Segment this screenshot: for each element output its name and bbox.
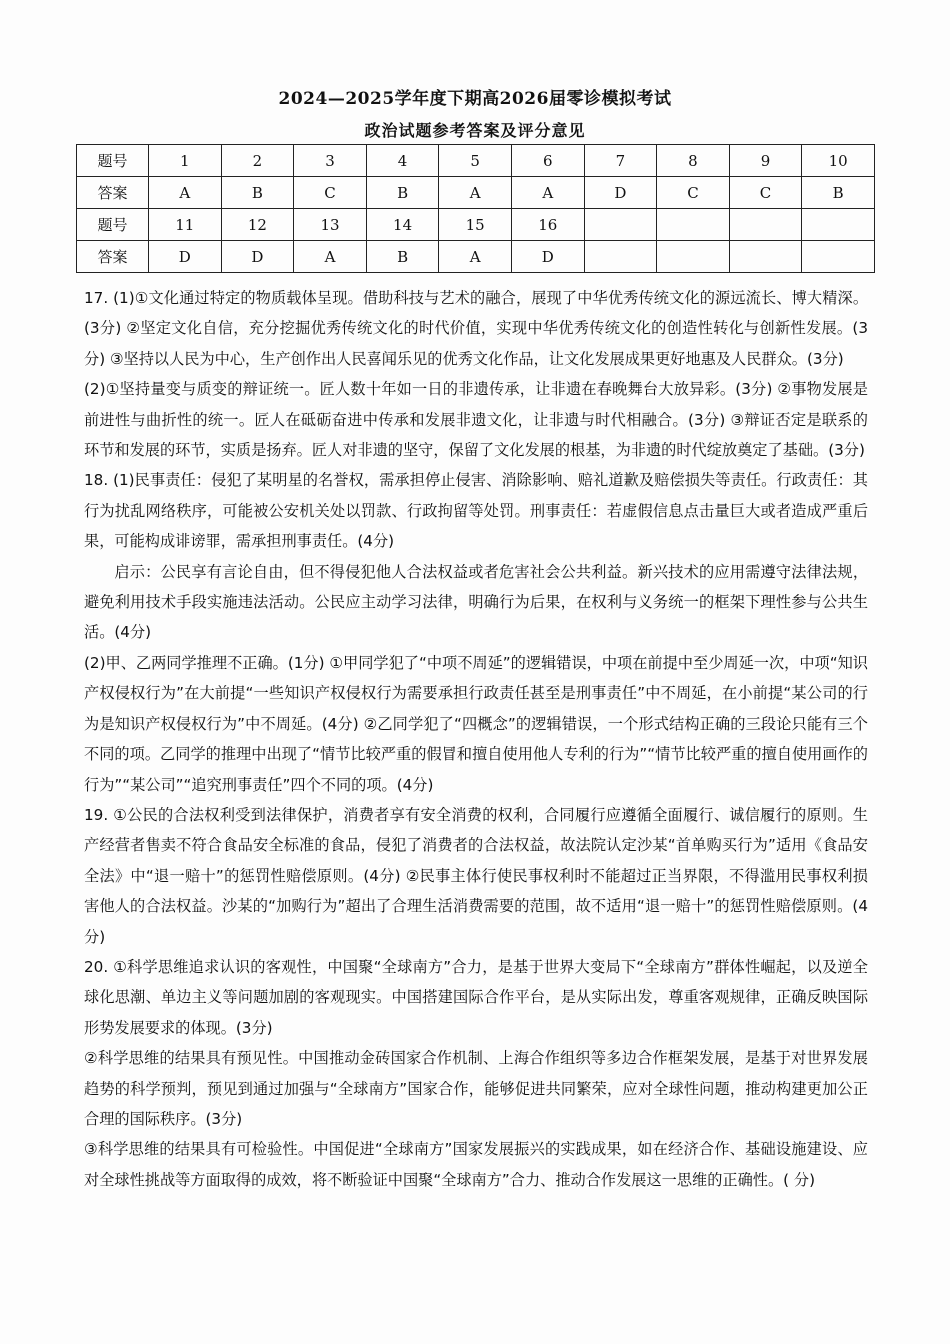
table-cell: 16 [511,209,584,241]
table-cell [584,209,657,241]
table-cell: B [802,177,875,209]
table-cell: 12 [221,209,294,241]
answer-paragraph: 启示：公民享有言论自由，但不得侵犯他人合法权益或者危害社会公共利益。新兴技术的应用需遵守法律法规，避免利用技术手段实施违法活动。公民应主动学习法律，明确行为后果，在权利与义务统一的框架下理性参与公共生活。(4分) [84,562,868,642]
table-cell: 1 [149,145,222,177]
row-label: 答案 [77,177,149,209]
answer-paragraph: (2)①坚持量变与质变的辩证统一。匠人数十年如一日的非遗传承，让非遗在春晚舞台大放异彩。(3分) ②事物发展是前进性与曲折性的统一。匠人在砥砺奋进中传承和发展非遗文化，让非遗与时代相融合。(3分) ③辩证否定是联系的环节和发展的环节，实质是扬弃。匠人对非遗的坚守，保留了文化发展的根基，为非遗的时代绽放奠定了基础。(3分) [84,380,868,460]
answer-paragraph: ②科学思维的结果具有预见性。中国推动金砖国家合作机制、上海合作组织等多边合作框架发展，是基于对世界发展趋势的科学预判，预见到通过加强与“全球南方”国家合作，能够促进共同繁荣，应对全球性问题，推动构建更加公正合理的国际秩序。(3分) [84,1049,868,1128]
table-row [77,145,875,177]
table-cell: 5 [439,145,512,177]
row-label: 题号 [77,209,149,241]
table-cell: C [657,177,730,209]
answer-table-body [77,145,875,273]
table-cell: C [729,177,802,209]
table-cell [657,209,730,241]
table-row [77,209,875,241]
answer-paragraph: 19. ①公民的合法权利受到法律保护，消费者享有安全消费的权利，合同履行应遵循全面履行、诚信履行的原则。生产经营者售卖不符合食品安全标准的食品，侵犯了消费者的合法权益，故法院认定沙某“首单购买行为”适用《食品安全法》中“退一赔十”的惩罚性赔偿原则。(4分) ②民事主体行使民事权利时不能超过正当界限，不得滥用民事权利损害他人的合法权益。沙某的“加购行为”超出了合理生活消费需要的范围，故不适用“退一赔十”的惩罚性赔偿原则。(4分) [84,805,868,946]
table-cell: D [511,241,584,273]
row-label: 答案 [77,241,149,273]
table-cell: 4 [366,145,439,177]
row-label: 题号 [77,145,149,177]
table-cell: 3 [294,145,367,177]
answer-table [76,144,875,273]
table-cell: A [511,177,584,209]
answer-explanations [84,283,868,1195]
table-cell [657,241,730,273]
table-cell [729,241,802,273]
table-cell: 7 [584,145,657,177]
table-cell: 8 [657,145,730,177]
table-cell: 9 [729,145,802,177]
table-cell: A [294,241,367,273]
answer-paragraph: (2)甲、乙两同学推理不正确。(1分) ①甲同学犯了“中项不周延”的逻辑错误，中项在前提中至少周延一次，中项“知识产权侵权行为”在大前提“一些知识产权侵权行为需要承担行政责任甚至是刑事责任”中不周延，在小前提“某公司的行为是知识产权侵权行为”中不周延。(4分) ②乙同学犯了“四概念”的逻辑错误，一个形式结构正确的三段论只能有三个不同的项。乙同学的推理中出现了“情节比较严重的假冒和擅自使用他人专利的行为”“情节比较严重的擅自使用画作的行为”“某公司”“追究刑事责任”四个不同的项。(4分) [84,653,868,794]
table-row [77,241,875,273]
table-cell: D [584,177,657,209]
table-cell: 14 [366,209,439,241]
table-cell: 13 [294,209,367,241]
answer-paragraph: 18. (1)民事责任：侵犯了某明星的名誉权，需承担停止侵害、消除影响、赔礼道歉及赔偿损失等责任。行政责任：其行为扰乱网络秩序，可能被公安机关处以罚款、行政拘留等处罚。刑事责任：若虚假信息点击量巨大或者造成严重后果，可能构成诽谤罪，需承担刑事责任。(4分) [84,471,868,551]
table-cell: 2 [221,145,294,177]
table-cell: 11 [149,209,222,241]
table-cell: 15 [439,209,512,241]
document-subtitle: 政治试题参考答案及评分意见 [364,121,586,140]
table-cell [584,241,657,273]
table-cell: 10 [802,145,875,177]
table-cell: B [366,177,439,209]
table-cell: C [294,177,367,209]
table-cell [802,209,875,241]
table-cell: D [221,241,294,273]
answer-paragraph: 17. (1)①文化通过特定的物质载体呈现。借助科技与艺术的融合，展现了中华优秀传统文化的源远流长、博大精深。(3分) ②坚定文化自信，充分挖掘优秀传统文化的时代价值，实现中华优秀传统文化的创造性转化与创新性发展。(3分) ③坚持以人民为中心，生产创作出人民喜闻乐见的优秀文化作品，让文化发展成果更好地惠及人民群众。(3分) [84,289,868,368]
table-cell: 6 [511,145,584,177]
table-cell: A [149,177,222,209]
table-cell [802,241,875,273]
table-cell: B [221,177,294,209]
table-cell: A [439,241,512,273]
answer-paragraph: 20. ①科学思维追求认识的客观性，中国聚“全球南方”合力，是基于世界大变局下“全球南方”群体性崛起，以及逆全球化思潮、单边主义等问题加剧的客观现实。中国搭建国际合作平台，是从实际出发，尊重客观规律，正确反映国际形势发展要求的体现。(3分) [84,957,868,1037]
table-cell: A [439,177,512,209]
table-cell [729,209,802,241]
document-title: 2024—2025学年度下期高2026届零诊模拟考试 [278,89,672,109]
table-row [77,177,875,209]
table-cell: B [366,241,439,273]
answer-paragraph: ③科学思维的结果具有可检验性。中国促进“全球南方”国家发展振兴的实践成果，如在经济合作、基础设施建设、应对全球性挑战等方面取得的成效，将不断验证中国聚“全球南方”合力、推动合作发展这一思维的正确性。( 分) [84,1140,868,1189]
table-cell: D [149,241,222,273]
